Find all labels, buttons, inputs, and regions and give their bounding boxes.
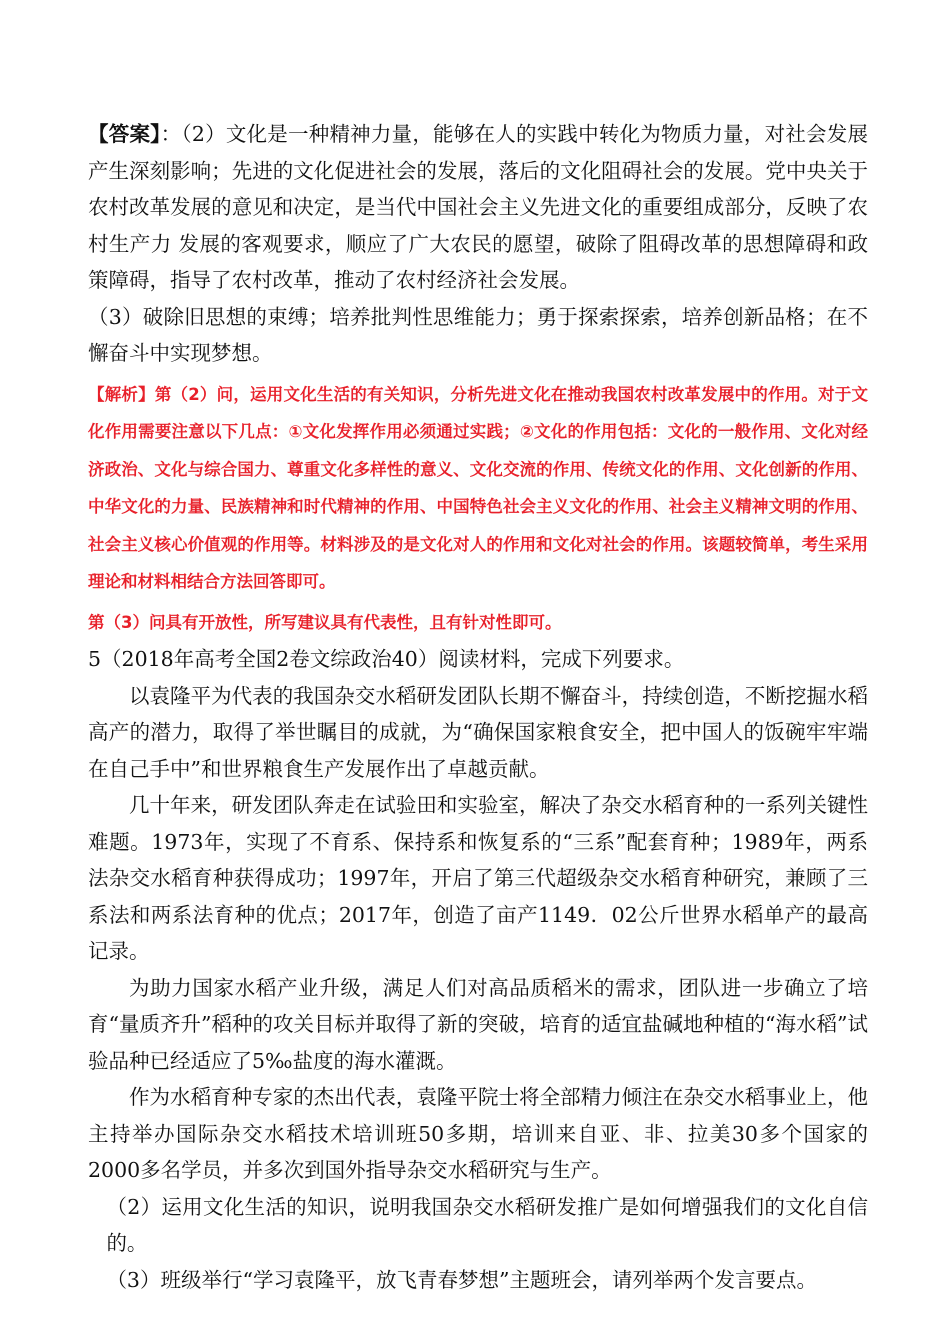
answer-part3: （3）破除旧思想的束缚；培养批判性思维能力；勇于探索探索，培养创新品格；在不懈奋斗中实现梦想。 [88,304,868,365]
sub-question-3: （3）班级举行“学习袁隆平，放飞青春梦想”主题班会，请列举两个发言要点。 [106,1267,817,1292]
analysis-label: 【解析】 [88,384,155,404]
analysis-body [88,376,868,601]
answer-colon: ： [160,122,182,146]
sub-question-2: （2）运用文化生活的知识，说明我国杂交水稻研发推广是如何增强我们的文化自信的。 [106,1194,868,1255]
answer-label: 【答案】 [88,122,161,146]
answer-part2 [88,116,868,299]
answer-part2-text: （2）文化是一种精神力量，能够在人的实践中转化为物质力量，对社会发展产生深刻影响；先进的文化促进社会的发展，落后的文化阻碍社会的发展。党中央关于农村改革发展的意见和决定，是当代中国社会主义先进文化的重要组成部分，反映了农村生产力 发展的客观要求，顺应了广大农民的愿望，破除了阻碍改革的思想障碍和政策障碍，指导了农村改革，推动了农村经济社会发展。 [88,122,869,292]
analysis-part3: 第（3）问具有开放性，所写建议具有代表性，且有针对性即可。 [88,612,562,632]
material-paragraph-2: 几十年来，研发团队奔走在试验田和实验室，解决了杂交水稻育种的一系列关键性难题。1973年，实现了不育系、保持系和恢复系的“三系”配套育种；1989年，两系法杂交水稻育种获得成功；1997年，开启了第三代超级杂交水稻育种研究，兼顾了三系法和两系法育种的优点；2017年，创造了亩产1149．02公斤世界水稻单产的最高记录。 [88,793,868,963]
question5-header: 5（2018年高考全国2卷文综政治40）阅读材料，完成下列要求。 [88,647,685,671]
material-paragraph-1: 以袁隆平为代表的我国杂交水稻研发团队长期不懈奋斗，持续创造，不断挖掘水稻高产的潜力，取得了举世瞩目的成就，为“确保国家粮食安全，把中国人的饭碗牢牢端在自己手中”和世界粮食生产发展作出了卓越贡献。 [88,683,868,781]
document-page [88,116,868,1298]
analysis-text: 第（2）问，运用文化生活的有关知识，分析先进文化在推动我国农村改革发展中的作用。对于文化作用需要注意以下几点：①文化发挥作用必须通过实践；②文化的作用包括：文化的一般作用、文化对经济政治、文化与综合国力、尊重文化多样性的意义、文化交流的作用、传统文化的作用、文化创新的作用、中华文化的力量、民族精神和时代精神的作用、中国特色社会主义文化的作用、社会主义精神文明的作用、社会主义核心价值观的作用等。材料涉及的是文化对人的作用和文化对社会的作用。该题较简单，考生采用理论和材料相结合方法回答即可。 [88,384,868,591]
analysis-block [88,376,868,642]
material-paragraph-3: 为助力国家水稻产业升级，满足人们对高品质稻米的需求，团队进一步确立了培育“量质齐升”稻种的攻关目标并取得了新的突破，培育的适宜盐碱地种植的“海水稻”试验品种已经适应了5‰盐度的海水灌溉。 [88,975,868,1073]
material-paragraph-4: 作为水稻育种专家的杰出代表，袁隆平院士将全部精力倾注在杂交水稻事业上，他主持举办国际杂交水稻技术培训班50多期，培训来自亚、非、拉美30多个国家的2000多名学员，并多次到国外指导杂交水稻研究与生产。 [88,1085,868,1182]
